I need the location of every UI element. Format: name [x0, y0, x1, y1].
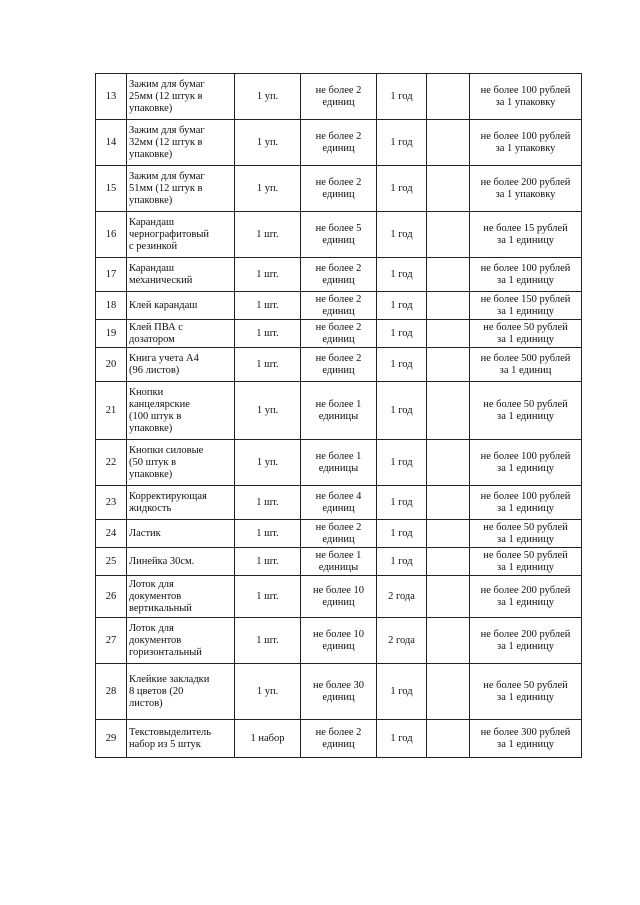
- quantity-limit-cell: [301, 486, 377, 520]
- usage-term-cell: [377, 382, 427, 440]
- price-limit-cell: [470, 486, 582, 520]
- empty-cell-cell: [427, 576, 470, 618]
- row-number: 15: [105, 182, 117, 194]
- item-name: Зажим для бумаг 51мм (12 штук в упаковке): [129, 170, 205, 206]
- quantity-limit: не более 10 единиц: [312, 584, 365, 608]
- unit-of-measure-cell: [235, 720, 301, 758]
- empty-cell-cell: [427, 382, 470, 440]
- unit-of-measure: 1 шт.: [256, 358, 279, 370]
- quantity-limit: не более 4 единиц: [315, 490, 362, 514]
- unit-of-measure: 1 набор: [250, 732, 285, 744]
- table-row: [96, 120, 582, 166]
- table-row: [96, 74, 582, 120]
- row-number: 20: [105, 358, 117, 370]
- unit-of-measure-cell: [235, 548, 301, 576]
- usage-term-cell: [377, 576, 427, 618]
- row-number: 24: [105, 527, 117, 539]
- unit-of-measure: 1 уп.: [256, 456, 279, 468]
- item-name-cell: [127, 120, 235, 166]
- quantity-limit-cell: [301, 576, 377, 618]
- quantity-limit-cell: [301, 74, 377, 120]
- price-limit-cell: [470, 520, 582, 548]
- quantity-limit-cell: [301, 440, 377, 486]
- usage-term-cell: [377, 486, 427, 520]
- price-limit: не более 15 рублей за 1 единицу: [483, 222, 568, 246]
- item-name-cell: [127, 74, 235, 120]
- row-number-cell: [96, 486, 127, 520]
- unit-of-measure: 1 шт.: [256, 327, 279, 339]
- price-limit-cell: [470, 618, 582, 664]
- unit-of-measure: 1 шт.: [256, 555, 279, 567]
- unit-of-measure-cell: [235, 258, 301, 292]
- table-row: [96, 212, 582, 258]
- item-name-cell: [127, 212, 235, 258]
- item-name: Клей карандаш: [129, 299, 198, 311]
- quantity-limit: не более 2 единиц: [315, 293, 362, 317]
- item-name-cell: [127, 720, 235, 758]
- empty-cell-cell: [427, 618, 470, 664]
- item-name-cell: [127, 258, 235, 292]
- row-number-cell: [96, 618, 127, 664]
- item-name-cell: [127, 440, 235, 486]
- item-name-cell: [127, 486, 235, 520]
- unit-of-measure: 1 шт.: [256, 268, 279, 280]
- price-limit-cell: [470, 576, 582, 618]
- usage-term: 1 год: [390, 555, 413, 567]
- row-number: 29: [105, 732, 117, 744]
- supplies-table: [95, 73, 582, 758]
- quantity-limit: не более 2 единиц: [315, 726, 362, 750]
- price-limit: не более 50 рублей за 1 единицу: [483, 398, 568, 422]
- row-number-cell: [96, 720, 127, 758]
- unit-of-measure-cell: [235, 520, 301, 548]
- usage-term-cell: [377, 292, 427, 320]
- table-row: [96, 576, 582, 618]
- table-row: [96, 348, 582, 382]
- usage-term: 2 года: [388, 634, 415, 646]
- item-name: Книга учета А4 (96 листов): [129, 352, 199, 376]
- quantity-limit-cell: [301, 618, 377, 664]
- quantity-limit-cell: [301, 212, 377, 258]
- unit-of-measure-cell: [235, 320, 301, 348]
- price-limit-cell: [470, 720, 582, 758]
- usage-term: 1 год: [390, 527, 413, 539]
- empty-cell-cell: [427, 166, 470, 212]
- quantity-limit-cell: [301, 258, 377, 292]
- row-number-cell: [96, 212, 127, 258]
- row-number: 26: [105, 590, 117, 602]
- empty-cell-cell: [427, 320, 470, 348]
- item-name: Кнопки канцелярские (100 штук в упаковке): [129, 386, 190, 434]
- row-number: 16: [105, 228, 117, 240]
- item-name: Лоток для документов горизонтальный: [129, 622, 202, 658]
- row-number-cell: [96, 258, 127, 292]
- item-name-cell: [127, 382, 235, 440]
- usage-term-cell: [377, 520, 427, 548]
- item-name-cell: [127, 348, 235, 382]
- usage-term-cell: [377, 440, 427, 486]
- quantity-limit-cell: [301, 166, 377, 212]
- quantity-limit: не более 2 единиц: [315, 521, 362, 545]
- item-name: Кнопки силовые (50 штук в упаковке): [129, 444, 204, 480]
- quantity-limit-cell: [301, 320, 377, 348]
- usage-term: 1 год: [390, 358, 413, 370]
- table-row: [96, 292, 582, 320]
- unit-of-measure: 1 шт.: [256, 228, 279, 240]
- table-row: [96, 520, 582, 548]
- table-row: [96, 664, 582, 720]
- usage-term-cell: [377, 74, 427, 120]
- usage-term: 1 год: [390, 732, 413, 744]
- item-name: Карандаш чернографитовый с резинкой: [129, 216, 210, 252]
- item-name: Корректирующая жидкость: [129, 490, 207, 514]
- usage-term: 1 год: [390, 404, 413, 416]
- unit-of-measure: 1 шт.: [256, 527, 279, 539]
- empty-cell-cell: [427, 348, 470, 382]
- item-name-cell: [127, 166, 235, 212]
- item-name-cell: [127, 618, 235, 664]
- item-name: Ластик: [129, 527, 161, 539]
- table-row: [96, 258, 582, 292]
- quantity-limit: не более 2 единиц: [315, 130, 362, 154]
- quantity-limit: не более 1 единицы: [315, 549, 362, 573]
- quantity-limit: не более 1 единицы: [315, 450, 362, 474]
- table-row: [96, 382, 582, 440]
- price-limit: не более 100 рублей за 1 единицу: [480, 490, 571, 514]
- price-limit: не более 200 рублей за 1 единицу: [480, 628, 571, 652]
- quantity-limit: не более 2 единиц: [315, 176, 362, 200]
- row-number: 13: [105, 90, 117, 102]
- table-row: [96, 548, 582, 576]
- item-name: Карандаш механический: [129, 262, 193, 286]
- row-number-cell: [96, 664, 127, 720]
- table-row: [96, 320, 582, 348]
- row-number: 19: [105, 327, 117, 339]
- usage-term: 1 год: [390, 136, 413, 148]
- price-limit-cell: [470, 348, 582, 382]
- price-limit-cell: [470, 258, 582, 292]
- price-limit: не более 300 рублей за 1 единицу: [480, 726, 571, 750]
- row-number-cell: [96, 348, 127, 382]
- row-number: 18: [105, 299, 117, 311]
- row-number: 27: [105, 634, 117, 646]
- item-name: Линейка 30см.: [129, 555, 195, 567]
- item-name: Текстовыделитель набор из 5 штук: [129, 726, 212, 750]
- table-row: [96, 720, 582, 758]
- price-limit: не более 200 рублей за 1 упаковку: [480, 176, 571, 200]
- quantity-limit-cell: [301, 348, 377, 382]
- price-limit: не более 200 рублей за 1 единицу: [480, 584, 571, 608]
- item-name-cell: [127, 292, 235, 320]
- quantity-limit-cell: [301, 120, 377, 166]
- usage-term-cell: [377, 120, 427, 166]
- row-number: 28: [105, 685, 117, 697]
- unit-of-measure-cell: [235, 348, 301, 382]
- empty-cell-cell: [427, 440, 470, 486]
- unit-of-measure-cell: [235, 664, 301, 720]
- row-number-cell: [96, 120, 127, 166]
- quantity-limit: не более 1 единицы: [315, 398, 362, 422]
- usage-term: 1 год: [390, 268, 413, 280]
- empty-cell-cell: [427, 74, 470, 120]
- table-row: [96, 618, 582, 664]
- price-limit: не более 100 рублей за 1 единицу: [480, 450, 571, 474]
- usage-term-cell: [377, 166, 427, 212]
- unit-of-measure-cell: [235, 486, 301, 520]
- table-row: [96, 486, 582, 520]
- quantity-limit-cell: [301, 664, 377, 720]
- empty-cell-cell: [427, 120, 470, 166]
- usage-term-cell: [377, 618, 427, 664]
- usage-term: 1 год: [390, 496, 413, 508]
- usage-term: 1 год: [390, 90, 413, 102]
- row-number-cell: [96, 382, 127, 440]
- item-name: Лоток для документов вертикальный: [129, 578, 192, 614]
- unit-of-measure-cell: [235, 74, 301, 120]
- row-number-cell: [96, 74, 127, 120]
- price-limit-cell: [470, 548, 582, 576]
- quantity-limit: не более 30 единиц: [312, 679, 365, 703]
- empty-cell-cell: [427, 258, 470, 292]
- price-limit: не более 50 рублей за 1 единицу: [483, 679, 568, 703]
- unit-of-measure-cell: [235, 292, 301, 320]
- table-row: [96, 440, 582, 486]
- usage-term: 1 год: [390, 299, 413, 311]
- unit-of-measure-cell: [235, 212, 301, 258]
- usage-term-cell: [377, 348, 427, 382]
- empty-cell-cell: [427, 548, 470, 576]
- empty-cell-cell: [427, 212, 470, 258]
- quantity-limit: не более 2 единиц: [315, 262, 362, 286]
- price-limit-cell: [470, 440, 582, 486]
- quantity-limit: не более 2 единиц: [315, 352, 362, 376]
- unit-of-measure: 1 уп.: [256, 136, 279, 148]
- item-name: Зажим для бумаг 32мм (12 штук в упаковке): [129, 124, 205, 160]
- price-limit-cell: [470, 664, 582, 720]
- row-number-cell: [96, 520, 127, 548]
- item-name-cell: [127, 320, 235, 348]
- row-number: 25: [105, 555, 117, 567]
- quantity-limit-cell: [301, 720, 377, 758]
- quantity-limit: не более 10 единиц: [312, 628, 365, 652]
- item-name-cell: [127, 520, 235, 548]
- usage-term: 1 год: [390, 327, 413, 339]
- row-number: 23: [105, 496, 117, 508]
- unit-of-measure-cell: [235, 166, 301, 212]
- unit-of-measure: 1 шт.: [256, 634, 279, 646]
- unit-of-measure-cell: [235, 120, 301, 166]
- price-limit-cell: [470, 212, 582, 258]
- quantity-limit: не более 5 единиц: [315, 222, 362, 246]
- row-number-cell: [96, 548, 127, 576]
- row-number-cell: [96, 576, 127, 618]
- row-number-cell: [96, 292, 127, 320]
- quantity-limit: не более 2 единиц: [315, 84, 362, 108]
- usage-term: 2 года: [388, 590, 415, 602]
- item-name: Клей ПВА с дозатором: [129, 321, 183, 345]
- item-name: Клейкие закладки 8 цветов (20 листов): [129, 673, 210, 709]
- table-row: [96, 166, 582, 212]
- row-number-cell: [96, 440, 127, 486]
- row-number: 17: [105, 268, 117, 280]
- price-limit: не более 100 рублей за 1 упаковку: [480, 130, 571, 154]
- item-name-cell: [127, 576, 235, 618]
- item-name: Зажим для бумаг 25мм (12 штук в упаковке): [129, 78, 205, 114]
- row-number: 22: [105, 456, 117, 468]
- price-limit: не более 150 рублей за 1 единицу: [480, 293, 571, 317]
- price-limit: не более 100 рублей за 1 упаковку: [480, 84, 571, 108]
- price-limit-cell: [470, 120, 582, 166]
- price-limit: не более 500 рублей за 1 единиц: [480, 352, 571, 376]
- empty-cell-cell: [427, 720, 470, 758]
- usage-term-cell: [377, 258, 427, 292]
- unit-of-measure: 1 уп.: [256, 90, 279, 102]
- unit-of-measure: 1 уп.: [256, 404, 279, 416]
- empty-cell-cell: [427, 664, 470, 720]
- quantity-limit-cell: [301, 292, 377, 320]
- unit-of-measure-cell: [235, 576, 301, 618]
- row-number-cell: [96, 166, 127, 212]
- usage-term: 1 год: [390, 228, 413, 240]
- quantity-limit-cell: [301, 382, 377, 440]
- price-limit-cell: [470, 382, 582, 440]
- row-number: 21: [105, 404, 117, 416]
- price-limit: не более 50 рублей за 1 единицу: [483, 549, 568, 573]
- price-limit-cell: [470, 320, 582, 348]
- unit-of-measure: 1 шт.: [256, 590, 279, 602]
- unit-of-measure-cell: [235, 382, 301, 440]
- unit-of-measure-cell: [235, 440, 301, 486]
- quantity-limit-cell: [301, 548, 377, 576]
- table-body: [96, 74, 582, 758]
- usage-term-cell: [377, 212, 427, 258]
- price-limit-cell: [470, 74, 582, 120]
- usage-term-cell: [377, 548, 427, 576]
- price-limit: не более 50 рублей за 1 единицу: [483, 521, 568, 545]
- item-name-cell: [127, 548, 235, 576]
- unit-of-measure: 1 шт.: [256, 496, 279, 508]
- item-name-cell: [127, 664, 235, 720]
- empty-cell-cell: [427, 292, 470, 320]
- unit-of-measure-cell: [235, 618, 301, 664]
- quantity-limit-cell: [301, 520, 377, 548]
- usage-term-cell: [377, 720, 427, 758]
- quantity-limit: не более 2 единиц: [315, 321, 362, 345]
- empty-cell-cell: [427, 520, 470, 548]
- usage-term: 1 год: [390, 456, 413, 468]
- price-limit: не более 100 рублей за 1 единицу: [480, 262, 571, 286]
- usage-term: 1 год: [390, 685, 413, 697]
- row-number-cell: [96, 320, 127, 348]
- usage-term: 1 год: [390, 182, 413, 194]
- unit-of-measure: 1 уп.: [256, 182, 279, 194]
- empty-cell-cell: [427, 486, 470, 520]
- usage-term-cell: [377, 320, 427, 348]
- unit-of-measure: 1 шт.: [256, 299, 279, 311]
- usage-term-cell: [377, 664, 427, 720]
- unit-of-measure: 1 уп.: [256, 685, 279, 697]
- price-limit-cell: [470, 166, 582, 212]
- price-limit: не более 50 рублей за 1 единицу: [483, 321, 568, 345]
- price-limit-cell: [470, 292, 582, 320]
- row-number: 14: [105, 136, 117, 148]
